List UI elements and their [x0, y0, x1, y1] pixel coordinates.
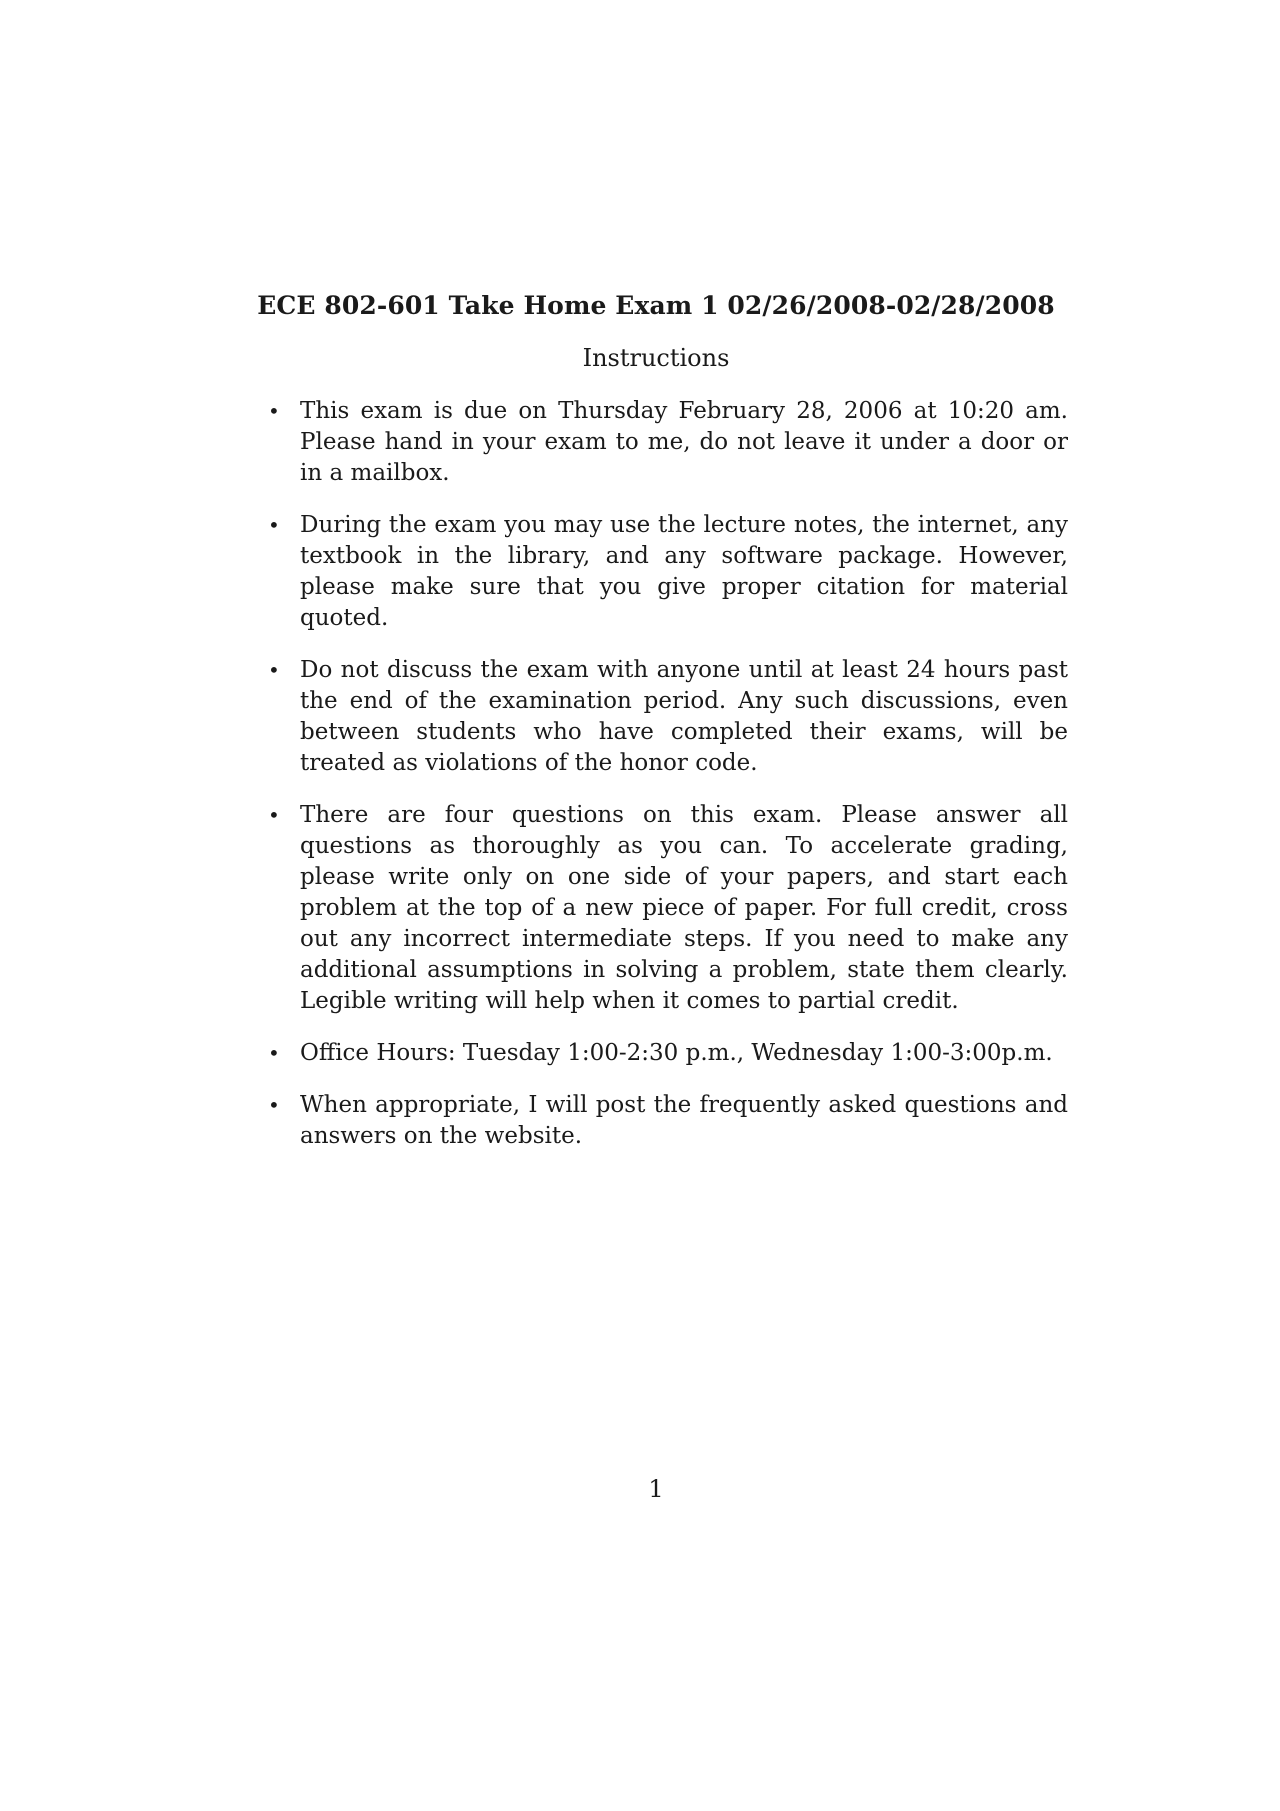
- page-number: 1: [648, 1475, 664, 1503]
- bullet-icon: •: [268, 658, 280, 682]
- instruction-text: When appropriate, I will post the frequently asked questions and answers on the website.: [300, 1092, 1068, 1149]
- instruction-item-allowed-materials: [268, 510, 1068, 634]
- instruction-item-grading: [268, 800, 1068, 1017]
- instruction-item-faq: [268, 1090, 1068, 1152]
- bullet-icon: •: [268, 1041, 280, 1065]
- bullet-icon: •: [268, 803, 280, 827]
- bullet-icon: •: [268, 399, 280, 423]
- instruction-text: Do not discuss the exam with anyone until at least 24 hours past the end of the examination period. Any such discussions, even between students who have completed their exams, will be treated as violations of the honor code.: [300, 657, 1068, 776]
- instruction-text: There are four questions on this exam. Please answer all questions as thoroughly as you can. To accelerate grading, please write only on one side of your papers, and start each problem at the top of a new piece of paper. For full credit, cross out any incorrect intermediate steps. If you need to make any additional assumptions in solving a problem, state them clearly. Legible writing will help when it comes to partial credit.: [300, 802, 1068, 1014]
- instructions-heading: Instructions: [582, 344, 730, 372]
- bullet-icon: •: [268, 513, 280, 537]
- bullet-icon: •: [268, 1093, 280, 1117]
- instruction-text: This exam is due on Thursday February 28, 2006 at 10:20 am. Please hand in your exam to me, do not leave it under a door or in a mailbox.: [300, 398, 1068, 486]
- instruction-item-due-date: [268, 396, 1068, 489]
- instruction-item-office-hours: [268, 1038, 1068, 1069]
- instruction-item-honor-code: [268, 655, 1068, 779]
- instruction-text: During the exam you may use the lecture notes, the internet, any textbook in the library, and any software package. However, please make sure that you give proper citation for material quoted.: [300, 512, 1068, 631]
- instruction-text: Office Hours: Tuesday 1:00-2:30 p.m., Wednesday 1:00-3:00p.m.: [300, 1040, 1053, 1066]
- instructions-list: [268, 396, 1068, 1173]
- exam-title: ECE 802-601 Take Home Exam 1 02/26/2008-02/28/2008: [257, 291, 1055, 320]
